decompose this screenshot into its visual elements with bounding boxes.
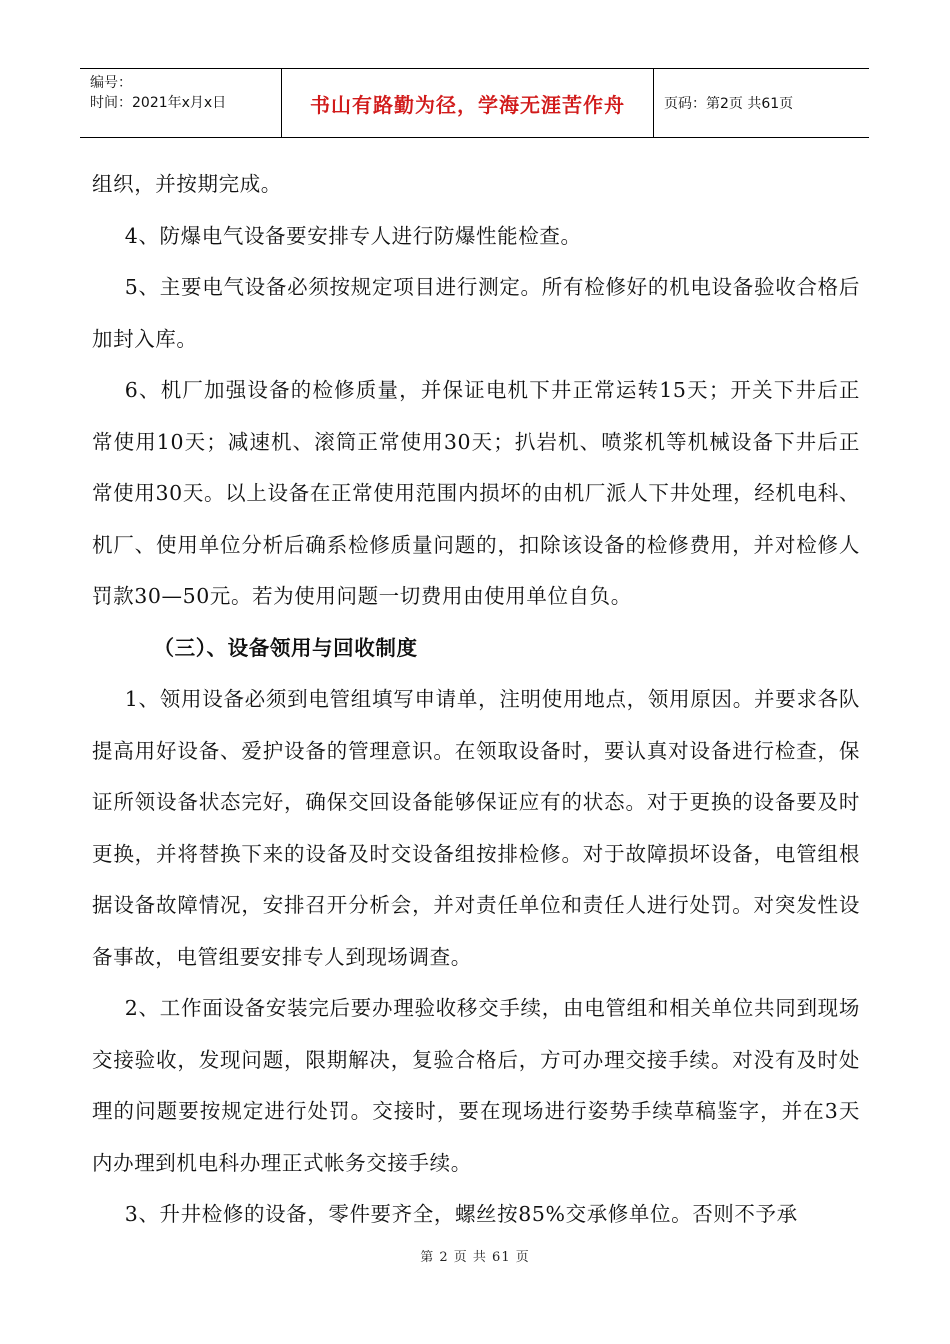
- body-paragraph: 1、领用设备必须到电管组填写申请单，注明使用地点，领用原因。并要求各队提高用好设备、爱护设备的管理意识。在领取设备时，要认真对设备进行检查，保证所领设备状态完好，确保交回设备能够保证应有的状态。对于更换的设备要及时更换，并将替换下来的设备及时交设备组按排检修。对于故障损坏设备，电管组根据设备故障情况，安排召开分析会，并对责任单位和责任人进行处罚。对突发性设备事故，电管组要安排专人到现场调查。: [92, 687, 860, 969]
- body-paragraph: 3、升井检修的设备，零件要齐全，螺丝按85%交承修单位。否则不予承: [124, 1202, 798, 1226]
- document-number-label: 编号：: [90, 75, 132, 91]
- page-footer: 第 2 页 共 61 页: [420, 1250, 530, 1265]
- header-motto: 书山有路勤为径，学海无涯苦作舟: [282, 69, 654, 137]
- body-paragraph: 4、防爆电气设备要安排专人进行防爆性能检查。: [124, 223, 582, 248]
- header-meta: [80, 69, 282, 137]
- body-paragraph: 5、主要电气设备必须按规定项目进行测定。所有检修好的机电设备验收合格后加封入库。: [92, 275, 860, 351]
- body-paragraph: 组织，并按期完成。: [92, 172, 282, 196]
- body-paragraph: 6、机厂加强设备的检修质量，并保证电机下井正常运转15天；开关下井后正常使用10天；减速机、滚筒正常使用30天；扒岩机、喷浆机等机械设备下井后正常使用30天。以上设备在正常使用范围内损坏的由机厂派人下井处理，经机电科、机厂、使用单位分析后确系检修质量问题的，扣除该设备的检修费用，并对检修人罚款30—50元。若为使用问题一切费用由使用单位自负。: [92, 378, 860, 608]
- body-paragraph: 2、工作面设备安装完后要办理验收移交手续，由电管组和相关单位共同到现场交接验收，发现问题，限期解决，复验合格后，方可办理交接手续。对没有及时处理的问题要按规定进行处罚。交接时，要在现场进行姿势手续草稿鉴字，并在3天内办理到机电科办理正式帐务交接手续。: [92, 996, 860, 1175]
- page-header: [80, 68, 869, 138]
- header-page-info: 页码：第2页 共61页: [664, 96, 794, 112]
- section-heading: （三）、设备领用与回收制度: [153, 635, 418, 660]
- document-body: [92, 159, 860, 1241]
- document-time-label: 时间：2021年x月x日: [90, 95, 227, 111]
